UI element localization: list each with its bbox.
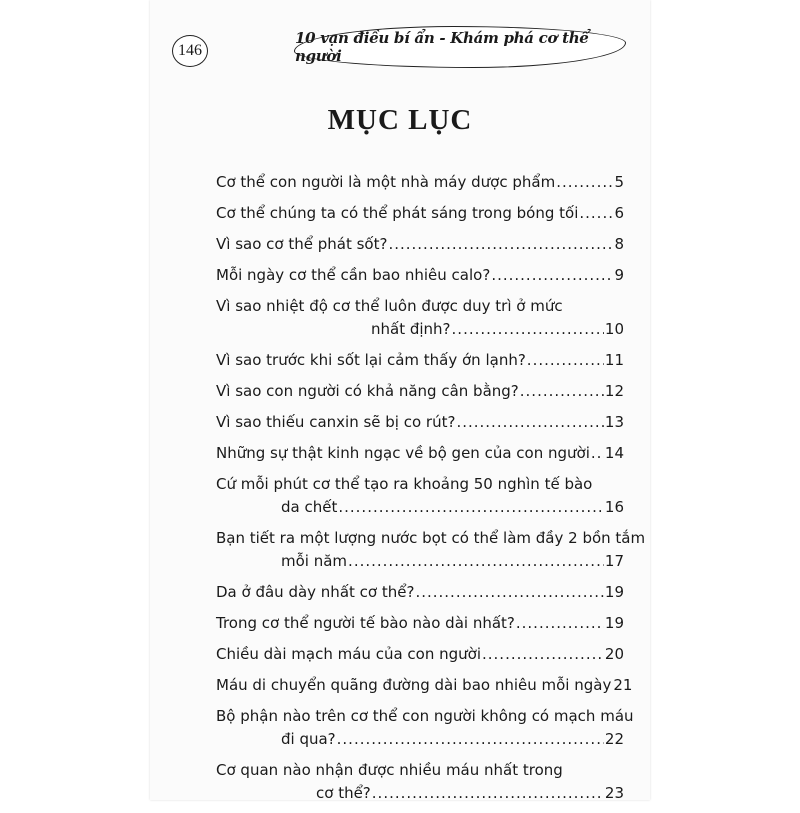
toc-entry-page: 8 [614,235,624,253]
dot-leader [491,264,613,287]
toc-entry[interactable] [216,581,624,604]
toc-entry-title: nhất định? [371,320,451,338]
page-number-badge [172,35,208,67]
toc-entry-page: 21 [613,676,633,694]
toc-entry-page: 17 [604,552,624,570]
toc-entry-page: 16 [604,498,624,516]
toc-entry[interactable] [216,349,624,372]
toc-entry[interactable] [216,442,624,465]
toc-entry[interactable] [216,233,624,256]
toc-entry-title: mỗi năm [281,552,348,570]
toc-entry[interactable] [216,612,624,635]
running-head-text: 10 vạn điều bí ẩn - Khám phá cơ thể người [295,29,589,65]
toc-entry-page: 6 [614,204,624,222]
dot-leader [388,233,613,256]
toc-entry-title: Cơ thể con người là một nhà máy dược phẩm [216,173,556,191]
dot-leader [415,581,603,604]
toc-entry-page: 19 [604,614,624,632]
toc-entry-page: 23 [604,784,624,802]
dot-leader [556,171,613,194]
toc-entry[interactable] [216,411,624,434]
toc-entry-title: Cơ thể chúng ta có thể phát sáng trong bóng tối [216,204,579,222]
toc-entry-page: 9 [614,266,624,284]
page-number: 146 [178,42,202,59]
toc-entry-title: Máu di chuyển quãng đường dài bao nhiêu mỗi ngày [216,676,612,694]
toc-entry-title: Chiều dài mạch máu của con người [216,645,481,663]
toc-entry[interactable] [216,473,624,519]
running-head-banner [294,26,626,68]
toc-entry[interactable] [216,295,624,341]
toc-entry[interactable] [216,705,634,751]
toc-entry-page: 19 [604,583,624,601]
toc-entry-title: Những sự thật kinh ngạc về bộ gen của con người [216,444,590,462]
toc-entry[interactable] [216,171,624,194]
table-of-contents [216,171,646,813]
toc-entry-page: 10 [604,320,624,338]
toc-entry-page: 14 [604,444,624,462]
toc-entry-title: Vì sao trước khi sốt lại cảm thấy ớn lạnh? [216,351,526,369]
toc-entry-title-line: Vì sao nhiệt độ cơ thể luôn được duy trì ở mức [216,297,563,315]
toc-entry-title: đi qua? [281,730,336,748]
toc-entry-title: cơ thể? [316,784,371,802]
toc-entry[interactable] [216,380,624,403]
dot-leader [527,349,604,372]
toc-entry[interactable] [216,202,624,225]
toc-entry-title: Vì sao thiếu canxin sẽ bị co rút? [216,413,456,431]
dot-leader [520,380,604,403]
toc-entry-title-line: Cơ quan nào nhận được nhiều máu nhất trong [216,761,563,779]
toc-entry-title: Trong cơ thể người tế bào nào dài nhất? [216,614,515,632]
toc-entry-title: Vì sao cơ thể phát sốt? [216,235,388,253]
dot-leader [348,550,604,573]
toc-entry-title-line: Cứ mỗi phút cơ thể tạo ra khoảng 50 nghìn tế bào [216,475,593,493]
toc-entry[interactable] [216,643,624,666]
toc-entry-title: Vì sao con người có khả năng cân bằng? [216,382,519,400]
toc-entry[interactable] [216,674,633,697]
page-title: MỤC LỤC [327,104,473,136]
toc-entry-title-line: Bạn tiết ra một lượng nước bọt có thể làm đầy 2 bồn tắm [216,529,646,547]
dot-leader [591,442,604,465]
toc-entry-title-line: Bộ phận nào trên cơ thể con người không có mạch máu [216,707,634,725]
toc-entry-page: 12 [604,382,624,400]
dot-leader [482,643,604,666]
dot-leader [579,202,613,225]
toc-entry-title: da chết [281,498,338,516]
toc-entry-page: 5 [614,173,624,191]
toc-entry-page: 22 [604,730,624,748]
dot-leader [452,318,604,341]
dot-leader [516,612,604,635]
toc-entry-page: 13 [604,413,624,431]
dot-leader [337,728,604,751]
toc-entry-page: 20 [604,645,624,663]
toc-entry[interactable] [216,759,624,805]
toc-entry-title: Mỗi ngày cơ thể cần bao nhiêu calo? [216,266,491,284]
toc-entry[interactable] [216,527,646,573]
toc-entry[interactable] [216,264,624,287]
dot-leader [372,782,604,805]
toc-entry-title: Da ở đâu dày nhất cơ thể? [216,583,415,601]
dot-leader [338,496,604,519]
toc-entry-page: 11 [604,351,624,369]
dot-leader [456,411,603,434]
